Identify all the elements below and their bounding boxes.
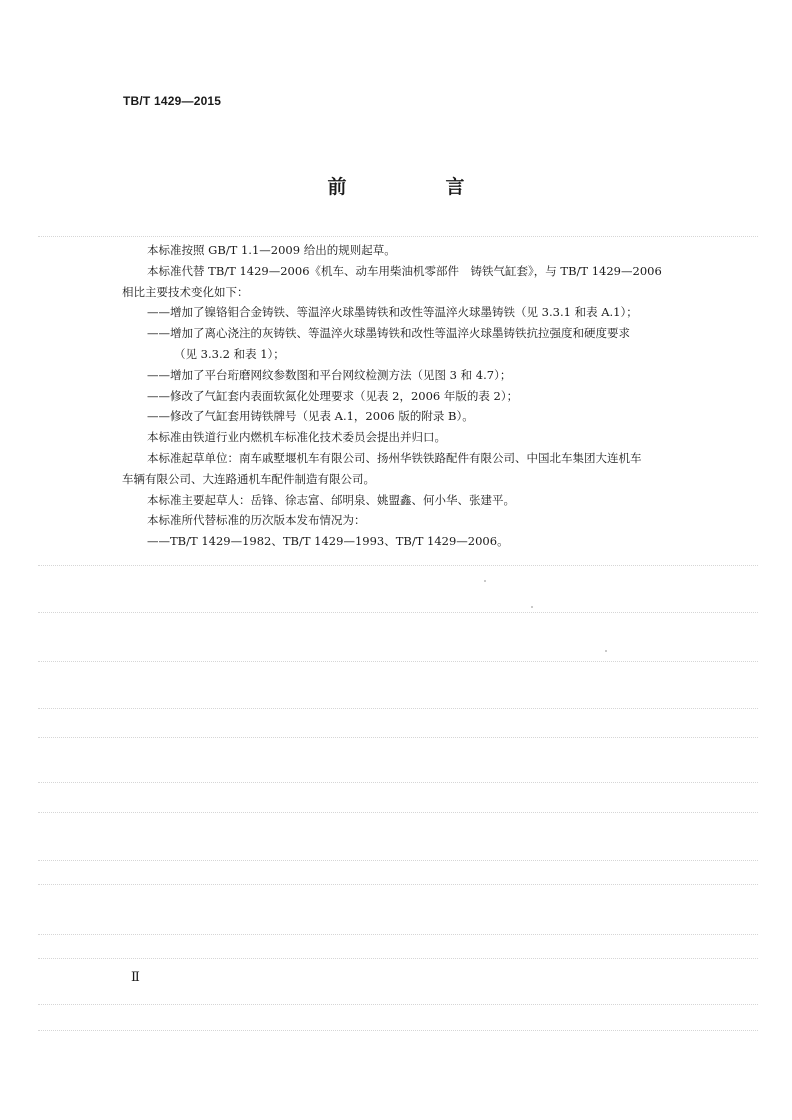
paragraph-replaces-line2: 相比主要技术变化如下： [122, 284, 249, 299]
document-code: TB/T 1429—2015 [123, 94, 222, 108]
paragraph-drafters: 本标准主要起草人：岳锋、徐志富、邰明泉、姚盟鑫、何小华、张建平。 [147, 492, 515, 507]
paragraph-drafting-units-line1: 本标准起草单位：南车戚墅堰机车有限公司、扬州华铁铁路配件有限公司、中国北车集团大连机车 [147, 450, 642, 465]
scan-line [38, 934, 758, 935]
scan-line [38, 565, 758, 566]
scan-speck [531, 606, 533, 608]
scan-line [38, 782, 758, 783]
paragraph-previous-editions: 本标准所代替标准的历次版本发布情况为： [147, 513, 366, 528]
change-item-2-line1: ——增加了离心浇注的灰铸铁、等温淬火球墨铸铁和改性等温淬火球墨铸铁抗拉强度和硬度要求 [147, 326, 630, 341]
page-number: Ⅱ [131, 970, 140, 985]
scan-line [38, 958, 758, 959]
scan-line [38, 612, 758, 613]
scan-speck [484, 580, 486, 582]
change-item-1: ——增加了镍铬钼合金铸铁、等温淬火球墨铸铁和改性等温淬火球墨铸铁（见 3.3.1 和表 A.1）； [147, 305, 638, 320]
scan-line [38, 812, 758, 813]
scan-line [38, 708, 758, 709]
paragraph-replaces-line1: 本标准代替 TB/T 1429—2006《机车、动车用柴油机零部件 铸铁气缸套》，与 TB/T 1429—2006 [147, 263, 662, 278]
foreword-body [122, 240, 712, 552]
change-item-4: ——修改了气缸套内表面软氮化处理要求（见表 2，2006 年版的表 2）； [147, 388, 519, 403]
paragraph-drafting-rules: 本标准按照 GB/T 1.1—2009 给出的规则起草。 [147, 243, 396, 257]
page-title: 前 言 [327, 176, 505, 198]
change-item-3: ——增加了平台珩磨网纹参数图和平台网纹检测方法（见图 3 和 4.7）； [147, 367, 512, 382]
scan-line [38, 884, 758, 885]
scan-line [38, 737, 758, 738]
scan-line [38, 860, 758, 861]
paragraph-proposed-by: 本标准由铁道行业内燃机车标准化技术委员会提出并归口。 [147, 430, 446, 445]
change-item-2-line2: （见 3.3.2 和表 1）； [174, 346, 285, 361]
scan-line [38, 236, 758, 237]
scan-line [38, 1030, 758, 1031]
scan-line [38, 1004, 758, 1005]
previous-editions-list: ——TB/T 1429—1982、TB/T 1429—1993、TB/T 1429—2006。 [147, 534, 509, 549]
scan-speck [605, 650, 607, 652]
scan-line [38, 661, 758, 662]
paragraph-drafting-units-line2: 车辆有限公司、大连路通机车配件制造有限公司。 [122, 471, 375, 486]
change-item-5: ——修改了气缸套用铸铁牌号（见表 A.1，2006 版的附录 B）。 [147, 409, 474, 424]
